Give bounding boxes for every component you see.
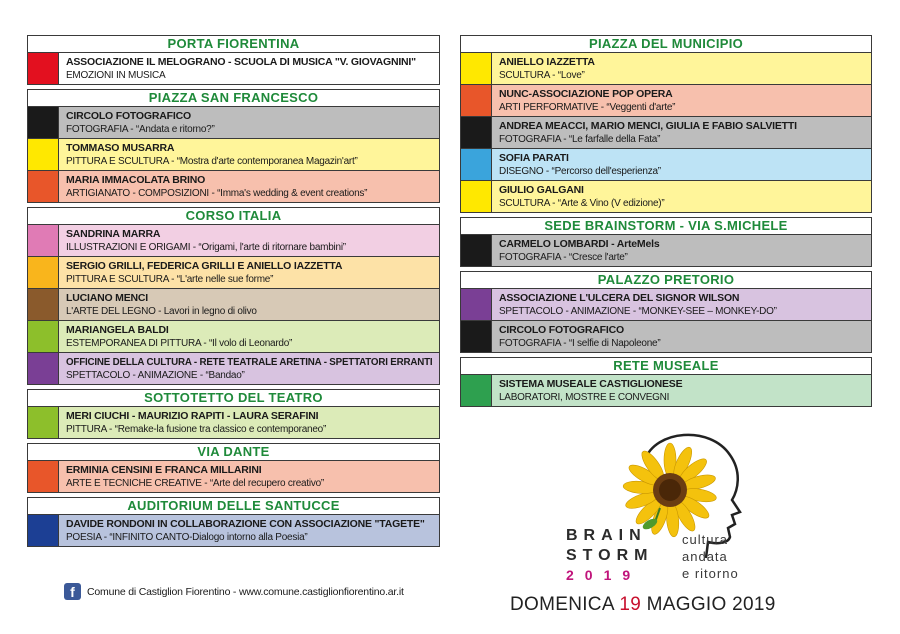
entry-description: LABORATORI, MOSTRE E CONVEGNI bbox=[499, 392, 670, 403]
entry-text bbox=[492, 289, 871, 320]
entry-text bbox=[492, 149, 871, 180]
section bbox=[27, 89, 440, 203]
brand-line-2: STORM bbox=[566, 547, 654, 564]
tagline-1: cultura bbox=[682, 532, 729, 547]
entry-name: MERI CIUCHI - MAURIZIO RAPITI - LAURA SERAFINI bbox=[66, 410, 319, 422]
entry-name: GIULIO GALGANI bbox=[499, 184, 584, 196]
entry-name: SANDRINA MARRA bbox=[66, 228, 161, 240]
entry-description: SCULTURA - “Arte & Vino (V edizione)” bbox=[499, 198, 665, 209]
entry-name: CIRCOLO FOTOGRAFICO bbox=[66, 110, 191, 122]
section-title: RETE MUSEALE bbox=[461, 358, 871, 375]
section-title: PIAZZA DEL MUNICIPIO bbox=[461, 36, 871, 53]
entry-text bbox=[59, 289, 439, 320]
color-swatch bbox=[28, 107, 59, 138]
entry-description: EMOZIONI IN MUSICA bbox=[66, 70, 166, 81]
tagline-2: andata bbox=[682, 549, 728, 564]
color-swatch bbox=[28, 461, 59, 492]
entry-name: ERMINIA CENSINI E FRANCA MILLARINI bbox=[66, 464, 262, 476]
section-title: CORSO ITALIA bbox=[28, 208, 439, 225]
entry-description: FOTOGRAFIA - “Cresce l'arte” bbox=[499, 252, 628, 263]
section-title: SEDE BRAINSTORM - VIA S.MICHELE bbox=[461, 218, 871, 235]
event-entry bbox=[28, 407, 439, 438]
color-swatch bbox=[461, 289, 492, 320]
entry-name: LUCIANO MENCI bbox=[66, 292, 148, 304]
color-swatch bbox=[461, 181, 492, 212]
entry-name: ANDREA MEACCI, MARIO MENCI, GIULIA E FABIO SALVIETTI bbox=[499, 120, 797, 132]
color-swatch bbox=[28, 225, 59, 256]
entry-description: L'ARTE DEL LEGNO - Lavori in legno di olivo bbox=[66, 306, 257, 317]
section bbox=[27, 497, 440, 547]
entry-text bbox=[59, 257, 439, 288]
entry-name: ASSOCIAZIONE IL MELOGRANO - SCUOLA DI MUSICA "V. GIOVAGNINI" bbox=[66, 56, 416, 68]
entry-text bbox=[492, 321, 871, 352]
event-entry bbox=[28, 138, 439, 170]
event-entry bbox=[461, 116, 871, 148]
section bbox=[27, 207, 440, 385]
color-swatch bbox=[28, 139, 59, 170]
entry-text bbox=[59, 107, 439, 138]
section bbox=[27, 35, 440, 85]
entry-text bbox=[492, 117, 871, 148]
entry-name: OFFICINE DELLA CULTURA - RETE TEATRALE ARETINA - SPETTATORI ERRANTI bbox=[66, 356, 433, 368]
event-entry bbox=[461, 289, 871, 320]
facebook-icon[interactable]: f bbox=[64, 583, 81, 600]
entry-description: ARTI PERFORMATIVE - “Veggenti d'arte” bbox=[499, 102, 676, 113]
entry-name: SISTEMA MUSEALE CASTIGLIONESE bbox=[499, 378, 683, 390]
color-swatch bbox=[461, 117, 492, 148]
color-swatch bbox=[28, 407, 59, 438]
entry-name: CIRCOLO FOTOGRAFICO bbox=[499, 324, 624, 336]
entry-name: ASSOCIAZIONE L'ULCERA DEL SIGNOR WILSON bbox=[499, 292, 740, 304]
color-swatch bbox=[461, 235, 492, 266]
color-swatch bbox=[461, 375, 492, 406]
entry-text bbox=[492, 181, 871, 212]
event-entry bbox=[461, 148, 871, 180]
entry-text bbox=[492, 85, 871, 116]
entry-description: PITTURA E SCULTURA - “L'arte nelle sue forme” bbox=[66, 274, 274, 285]
event-entry bbox=[461, 84, 871, 116]
section bbox=[27, 389, 440, 439]
brand-tagline bbox=[682, 531, 739, 582]
brand-year: 2019 bbox=[566, 567, 642, 583]
color-swatch bbox=[461, 149, 492, 180]
section-title: PALAZZO PRETORIO bbox=[461, 272, 871, 289]
event-entry bbox=[461, 235, 871, 266]
entry-text bbox=[59, 321, 439, 352]
date-day-name: DOMENICA bbox=[510, 594, 614, 615]
tagline-3: e ritorno bbox=[682, 566, 739, 581]
entry-description: FOTOGRAFIA - “Le farfalle della Fata” bbox=[499, 134, 661, 145]
event-entry bbox=[28, 107, 439, 138]
footer bbox=[64, 583, 404, 600]
entry-name: DAVIDE RONDONI IN COLLABORAZIONE CON ASSOCIAZIONE "TAGETE" bbox=[66, 518, 425, 530]
color-swatch bbox=[28, 289, 59, 320]
event-entry bbox=[28, 515, 439, 546]
color-swatch bbox=[28, 257, 59, 288]
entry-text bbox=[59, 139, 439, 170]
color-swatch bbox=[28, 321, 59, 352]
entry-name: NUNC-ASSOCIAZIONE POP OPERA bbox=[499, 88, 673, 100]
event-entry bbox=[28, 320, 439, 352]
entry-description: SPETTACOLO - ANIMAZIONE - “MONKEY-SEE – MONKEY-DO” bbox=[499, 306, 777, 317]
entry-name: CARMELO LOMBARDI - ArteMels bbox=[499, 238, 660, 250]
entry-description: FOTOGRAFIA - “Andata e ritorno?” bbox=[66, 124, 215, 135]
color-swatch bbox=[461, 85, 492, 116]
section bbox=[460, 271, 872, 353]
section bbox=[460, 357, 872, 407]
left-column bbox=[27, 35, 440, 551]
event-entry bbox=[461, 53, 871, 84]
entry-text bbox=[492, 53, 871, 84]
section-title: PORTA FIORENTINA bbox=[28, 36, 439, 53]
entry-name: MARIA IMMACOLATA BRINO bbox=[66, 174, 206, 186]
event-entry bbox=[28, 288, 439, 320]
right-column bbox=[460, 35, 872, 411]
entry-text bbox=[59, 407, 439, 438]
event-date bbox=[510, 594, 776, 616]
entry-description: ARTIGIANATO - COMPOSIZIONI - “Imma's wedding & event creations” bbox=[66, 188, 368, 199]
date-month-year: MAGGIO 2019 bbox=[646, 594, 776, 615]
event-entry bbox=[461, 320, 871, 352]
entry-description: FOTOGRAFIA - “I selfie di Napoleone” bbox=[499, 338, 661, 349]
event-entry bbox=[28, 170, 439, 202]
brand-wordmark bbox=[566, 526, 653, 584]
section-title: PIAZZA SAN FRANCESCO bbox=[28, 90, 439, 107]
event-entry bbox=[461, 180, 871, 212]
color-swatch bbox=[28, 353, 59, 384]
entry-text bbox=[59, 461, 439, 492]
section-title: VIA DANTE bbox=[28, 444, 439, 461]
entry-text bbox=[59, 171, 439, 202]
color-swatch bbox=[28, 53, 59, 84]
section bbox=[27, 443, 440, 493]
entry-text bbox=[59, 353, 439, 384]
entry-text bbox=[59, 515, 439, 546]
entry-text bbox=[59, 225, 439, 256]
section-title: SOTTOTETTO DEL TEATRO bbox=[28, 390, 439, 407]
entry-description: SCULTURA - “Love” bbox=[499, 70, 585, 81]
section-title: AUDITORIUM DELLE SANTUCCE bbox=[28, 498, 439, 515]
entry-description: POESIA - “INFINITO CANTO-Dialogo intorno alla Poesia” bbox=[66, 532, 308, 543]
entry-text bbox=[492, 375, 871, 406]
section bbox=[460, 35, 872, 213]
color-swatch bbox=[28, 171, 59, 202]
entry-name: TOMMASO MUSARRA bbox=[66, 142, 175, 154]
color-swatch bbox=[28, 515, 59, 546]
entry-description: ILLUSTRAZIONI E ORIGAMI - “Origami, l'arte di ritornare bambini” bbox=[66, 242, 346, 253]
event-entry bbox=[28, 352, 439, 384]
entry-name: SERGIO GRILLI, FEDERICA GRILLI E ANIELLO IAZZETTA bbox=[66, 260, 343, 272]
entry-description: DISEGNO - “Percorso dell'esperienza” bbox=[499, 166, 661, 177]
date-day: 19 bbox=[619, 594, 642, 615]
entry-name: MARIANGELA BALDI bbox=[66, 324, 169, 336]
entry-description: ESTEMPORANEA DI PITTURA - “Il volo di Leonardo” bbox=[66, 338, 293, 349]
sunflower-icon bbox=[623, 443, 718, 537]
event-entry bbox=[28, 225, 439, 256]
event-entry bbox=[28, 256, 439, 288]
entry-text bbox=[59, 53, 439, 84]
entry-description: SPETTACOLO - ANIMAZIONE - “Bandao” bbox=[66, 370, 245, 381]
entry-description: PITTURA E SCULTURA - “Mostra d'arte contemporanea Magazin'art” bbox=[66, 156, 358, 167]
entry-name: ANIELLO IAZZETTA bbox=[499, 56, 595, 68]
entry-description: PITTURA - “Remake-la fusione tra classico e contemporaneo” bbox=[66, 424, 327, 435]
entry-description: ARTE E TECNICHE CREATIVE - “Arte del recupero creativo” bbox=[66, 478, 324, 489]
entry-name: SOFIA PARATI bbox=[499, 152, 569, 164]
event-entry bbox=[461, 375, 871, 406]
footer-text: Comune di Castiglion Fiorentino - www.comune.castiglionfiorentino.ar.it bbox=[87, 585, 404, 598]
color-swatch bbox=[461, 53, 492, 84]
section bbox=[460, 217, 872, 267]
brand-line-1: BRAIN bbox=[566, 527, 647, 544]
color-swatch bbox=[461, 321, 492, 352]
entry-text bbox=[492, 235, 871, 266]
event-entry bbox=[28, 461, 439, 492]
event-entry bbox=[28, 53, 439, 84]
